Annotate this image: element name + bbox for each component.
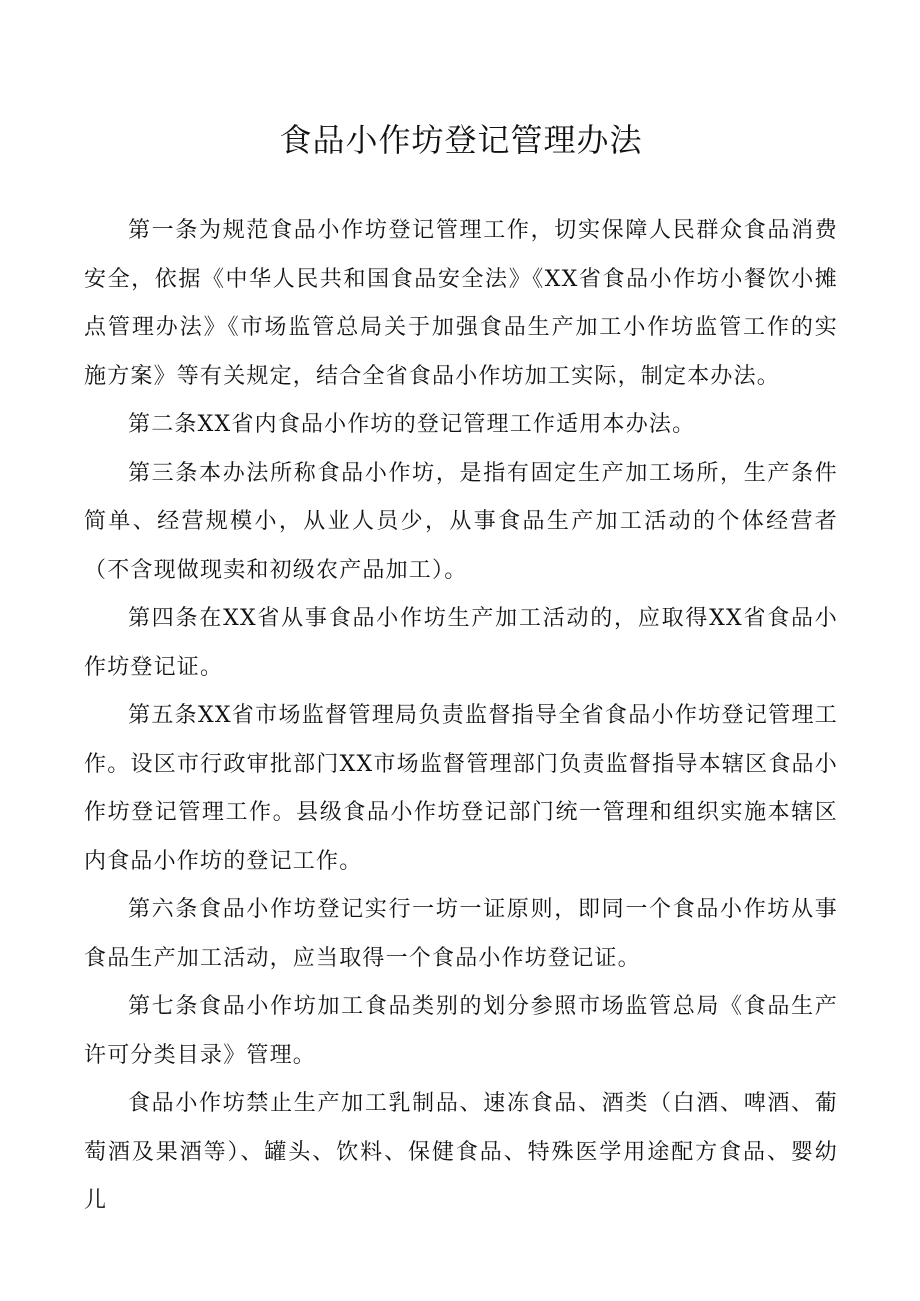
article-7-prohibition: 食品小作坊禁止生产加工乳制品、速冻食品、酒类（白酒、啤酒、葡萄酒及果酒等）、罐头、饮料、保健食品、特殊医学用途配方食品、婴幼儿 xyxy=(84,1091,838,1213)
article-7: 第七条食品小作坊加工食品类别的划分参照市场监管总局《食品生产许可分类目录》管理。 xyxy=(84,994,838,1068)
article-6: 第六条食品小作坊登记实行一坊一证原则，即同一个食品小作坊从事食品生产加工活动，应当取得一个食品小作坊登记证。 xyxy=(84,897,838,971)
article-1: 第一条为规范食品小作坊登记管理工作，切实保障人民群众食品消费安全，依据《中华人民共和国食品安全法》《XX省食品小作坊小餐饮小摊点管理办法》《市场监管总局关于加强食品生产加工小作坊监管工作的实施方案》等有关规定，结合全省食品小作坊加工实际，制定本办法。 xyxy=(84,218,838,389)
document-body xyxy=(84,207,838,1226)
article-2: 第二条XX省内食品小作坊的登记管理工作适用本办法。 xyxy=(128,412,696,437)
document-title: 食品小作坊登记管理办法 xyxy=(279,121,643,159)
article-4: 第四条在XX省从事食品小作坊生产加工活动的，应取得XX省食品小作坊登记证。 xyxy=(84,606,838,680)
article-3: 第三条本办法所称食品小作坊，是指有固定生产加工场所，生产条件简单、经营规模小，从业人员少，从事食品生产加工活动的个体经营者（不含现做现卖和初级农产品加工）。 xyxy=(84,460,838,583)
article-5: 第五条XX省市场监督管理局负责监督指导全省食品小作坊登记管理工作。设区市行政审批部门XX市场监督管理部门负责监督指导本辖区食品小作坊登记管理工作。县级食品小作坊登记部门统一管理和组织实施本辖区内食品小作坊的登记工作。 xyxy=(84,703,838,874)
